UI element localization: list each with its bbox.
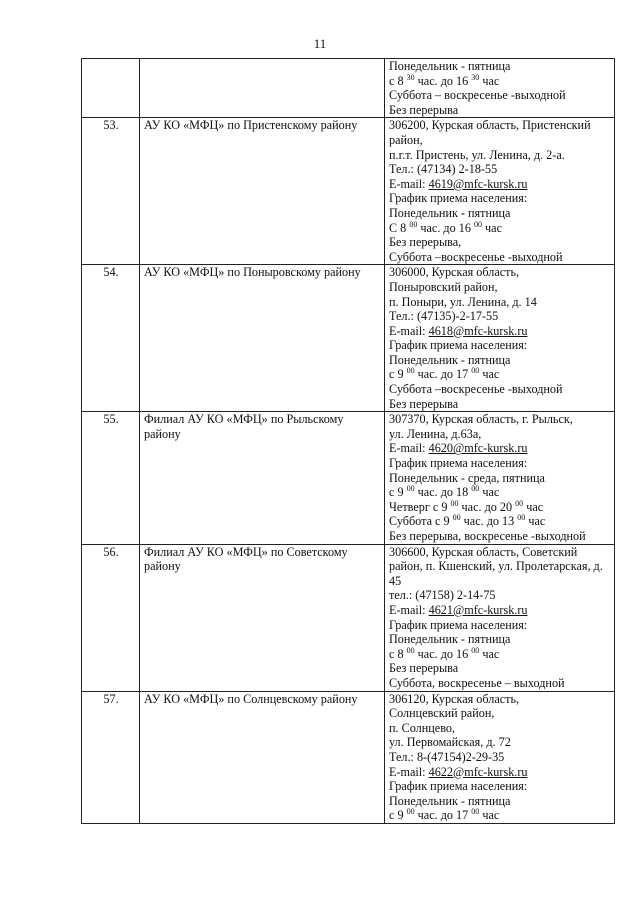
- info-line: с 8 $^{30}$ час. до 16 $^{30}$ час: [389, 72, 500, 88]
- office-contact-info: [385, 118, 615, 265]
- info-line: Понедельник - пятница: [389, 352, 511, 367]
- info-line: 306600, Курская область, Советский район, п. Кшенский, ул. Пролетарская, д. 45: [389, 544, 603, 588]
- info-line: График приема населения:: [389, 456, 528, 471]
- row-number: 54.: [82, 265, 140, 412]
- info-line: п.г.т. Пристень, ул. Ленина, д. 2-а.: [389, 147, 565, 162]
- info-line: Суббота с 9 $^{00}$ час. до 13 $^{00}$ час: [389, 513, 546, 529]
- info-line: Суббота –воскресенье -выходной: [389, 382, 563, 397]
- info-line: ул. Ленина, д.63а,: [389, 426, 482, 441]
- info-line: с 9 $^{00}$ час. до 17 $^{00}$ час: [389, 366, 500, 382]
- info-line: Тел.: 8-(47154)2-29-35: [389, 749, 505, 764]
- info-line: С 8 $^{00}$ час. до 16 $^{00}$ час: [389, 219, 502, 235]
- table-row: [82, 265, 615, 412]
- info-line: E-mail: 4622@mfc-kursk.ru: [389, 764, 528, 779]
- info-line: Без перерыва: [389, 661, 459, 676]
- info-line: График приема населения:: [389, 338, 528, 353]
- info-line: E-mail: 4619@mfc-kursk.ru: [389, 176, 528, 191]
- info-line: Тел.: (47135)-2-17-55: [389, 309, 499, 324]
- table-row: [82, 59, 615, 118]
- info-line: Понедельник - среда, пятница: [389, 470, 545, 485]
- info-line: E-mail: 4621@mfc-kursk.ru: [389, 602, 528, 617]
- info-line: Без перерыва,: [389, 235, 462, 250]
- table-row: [82, 412, 615, 544]
- info-line: с 9 $^{00}$ час. до 18 $^{00}$ час: [389, 484, 500, 500]
- row-number: 55.: [82, 412, 140, 544]
- info-line: Тел.: (47134) 2-18-55: [389, 162, 498, 177]
- row-number: 56.: [82, 544, 140, 691]
- info-line: с 8 $^{00}$ час. до 16 $^{00}$ час: [389, 645, 500, 661]
- info-line: п. Солнцево,: [389, 720, 456, 735]
- info-line: График приема населения:: [389, 617, 528, 632]
- info-line: Поныровский район,: [389, 279, 498, 294]
- row-number: 53.: [82, 118, 140, 265]
- info-line: E-mail: 4618@mfc-kursk.ru: [389, 323, 528, 338]
- info-line: Без перерыва: [389, 396, 459, 411]
- info-line: Суббота –воскресенье -выходной: [389, 249, 563, 264]
- office-name: АУ КО «МФЦ» по Солнцевскому району: [140, 691, 385, 823]
- info-line: График приема населения:: [389, 779, 528, 794]
- row-number: 57.: [82, 691, 140, 823]
- info-line: Четверг с 9 $^{00}$ час. до 20 $^{00}$ час: [389, 498, 544, 514]
- info-line: График приема населения:: [389, 191, 528, 206]
- info-line: с 9 $^{00}$ час. до 17 $^{00}$ час: [389, 807, 500, 823]
- row-number: [82, 59, 140, 118]
- office-name: [140, 59, 385, 118]
- info-line: Без перерыва: [389, 102, 459, 117]
- office-name: Филиал АУ КО «МФЦ» по Советскому району: [140, 544, 385, 691]
- info-line: Понедельник - пятница: [389, 59, 511, 73]
- info-line: 306000, Курская область,: [389, 265, 520, 280]
- page-number: 11: [313, 36, 327, 51]
- info-line: 306200, Курская область, Пристенский район,: [389, 118, 591, 147]
- info-line: ул. Первомайская, д. 72: [389, 735, 511, 750]
- info-line: Суббота – воскресенье -выходной: [389, 88, 566, 103]
- office-contact-info: [385, 265, 615, 412]
- office-contact-info: [385, 59, 615, 118]
- info-line: 307370, Курская область, г. Рыльск,: [389, 412, 573, 427]
- info-line: п. Поныри, ул. Ленина, д. 14: [389, 294, 537, 309]
- office-contact-info: [385, 412, 615, 544]
- info-line: 306120, Курская область,: [389, 691, 520, 706]
- info-line: E-mail: 4620@mfc-kursk.ru: [389, 441, 528, 456]
- table-body: [82, 59, 615, 824]
- office-name: Филиал АУ КО «МФЦ» по Рыльскому району: [140, 412, 385, 544]
- office-name: АУ КО «МФЦ» по Поныровскому району: [140, 265, 385, 412]
- office-name: АУ КО «МФЦ» по Пристенскому району: [140, 118, 385, 265]
- office-contact-info: [385, 691, 615, 823]
- info-line: Понедельник - пятница: [389, 205, 511, 220]
- info-line: Солнцевский район,: [389, 706, 495, 721]
- office-contact-info: [385, 544, 615, 691]
- mfc-offices-table: [81, 58, 615, 824]
- table-row: [82, 691, 615, 823]
- table-row: [82, 118, 615, 265]
- info-line: тел.: (47158) 2-14-75: [389, 588, 496, 603]
- info-line: Без перерыва, воскресенье -выходной: [389, 529, 586, 543]
- info-line: Понедельник - пятница: [389, 632, 511, 647]
- table-row: [82, 544, 615, 691]
- info-line: Суббота, воскресенье – выходной: [389, 675, 565, 690]
- info-line: Понедельник - пятница: [389, 793, 511, 808]
